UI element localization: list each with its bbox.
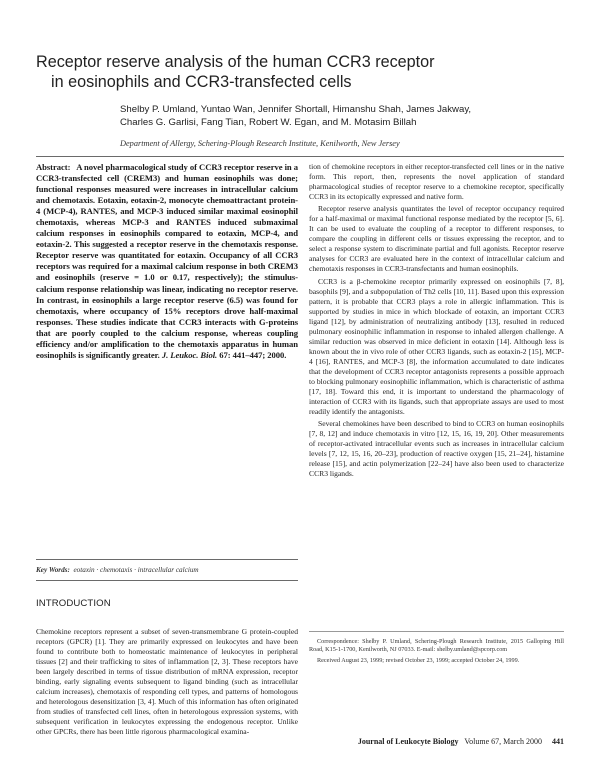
author-line-1: Shelby P. Umland, Yuntao Wan, Jennifer Shortall, Himanshu Shah, James Jakway, (120, 104, 472, 115)
abstract-citation: 67: 441–447; 2000. (219, 349, 287, 360)
title-line-2: in eosinophils and CCR3-transfected cells (51, 73, 352, 91)
right-paragraph-4: Several chemokines have been described to bind to CCR3 on human eosinophils [7, 8, 12] and induce chemotaxis in vitro [12, 15, 16, 19, 20]. Other measurements of receptor-activated intracellular events such as increases in intracellular calcium levels [7, 12, 15, 16, 20–23], production of reactive oxygen [15, 21–24], histamine release [15], and actin polymerization [22–24] have also been used to characterize CCR3 ligands. (309, 419, 564, 479)
author-line-2: Charles G. Garlisi, Fang Tian, Robert W. Egan, and M. Motasim Billah (120, 116, 417, 128)
section-heading-introduction: INTRODUCTION (36, 598, 111, 609)
footnote-received: Received August 23, 1999; revised October 23, 1999; accepted October 24, 1999. (317, 656, 520, 664)
affiliation: Department of Allergy, Schering-Plough Research Institute, Kenilworth, New Jersey (120, 139, 400, 148)
abstract-label: Abstract: (36, 162, 71, 172)
keywords-label: Key Words: (36, 566, 70, 574)
header-divider (36, 156, 564, 157)
footer-volume: Volume 67, March 2000 (464, 737, 542, 746)
abstract-text: A novel pharmacological study of CCR3 receptor reserve in a CCR3-transfected cell (CREM3) and human eosinophils was done; functional responses measured were increases in intracellular calcium and chemotaxis. Eotaxin, eotaxin-2, monocyte chemoattractant protein-4 (MCP-4), RANTES, and MCP-3 induced similar maximal eosinophil chemotaxis, whereas MCP-3 and RANTES induced submaximal calcium responses in eosinophils compared to eotaxin, MCP-4, and eotaxin-2. This suggested a receptor reserve in the chemotaxis response. Receptor reserve was quantitated for eotaxin. Occupancy of all CCR3 receptors was required for a maximal calcium response in both CREM3 and eosinophils (reserve = 1.0 or 0.17, respectively); the stimulus-calcium response relationship was linear, indicating no receptor reserve. In contrast, in eosinophils a large receptor reserve (6.5) was found for chemotaxis, where occupancy of 15% receptors drove half-maximal responses. These studies indicate that CCR3 interacts with G-proteins that are poorly coupled to the calcium response, whereas coupling efficiency and/or amplification to the chemotaxis apparatus in human eosinophils is significantly greater. (36, 162, 299, 360)
left-column (36, 162, 298, 361)
footer-journal: Journal of Leukocyte Biology (357, 737, 459, 746)
footnote (309, 638, 564, 665)
article-title (36, 52, 556, 92)
right-paragraph-3: CCR3 is a β-chemokine receptor primarily expressed on eosinophils [7, 8], basophils [9], and a subpopulation of Th2 cells [10, 11]. Based upon this expression pattern, it is probable that CCR3 plays a role in allergic inflammation. This is supported by studies in mice in which blockade of eotaxin, an important CCR3 ligand [12], by administration of neutralizing antibody [13], resulted in reduced pulmonary eosinophilic inflammation in response to inhaled allergen challenge. A similar reduction was observed in mice deficient in eotaxin [14]. Although less is known about the in vivo role of other CCR3 ligands, such as eotaxin-2 [15], MCP-4 [16], RANTES, and MCP-3 [8], the information accumulated to date indicates that the development of CCR3 receptor antagonists represents a possible approach to blocking pulmonary eosinophilic inflammation, which is characteristic of asthma [17, 18]. Toward this end, it is important to understand the pharmacology of interaction of CCR3 with its ligands, such that appropriate assays are used to most readily identify the antagonists. (309, 276, 564, 417)
title-line-1: Receptor reserve analysis of the human CCR3 receptor (36, 53, 435, 71)
keywords-text: eotaxin · chemotaxis · intracellular calcium (73, 566, 199, 574)
abstract-journal-ref: J. Leukoc. Biol. (161, 349, 218, 360)
keywords-divider-top (36, 559, 298, 560)
footnote-correspondence: Correspondence: Shelby P. Umland, Schering-Plough Research Institute, 2015 Galloping Hill Road, K15-1-1700, Kenilworth, NJ 07033. E-mail: shelby.umland@spcorp.com (309, 638, 564, 654)
keywords-divider-bottom (36, 580, 298, 581)
right-paragraph-1: tion of chemokine receptors in either receptor-transfected cell lines or in the native form. This report, then, represents the novel application of standard pharmacological studies of receptor reserve to a chemokine receptor, specifically CCR3 in its ectopically expressed and native form. (309, 162, 564, 202)
footnote-divider (309, 631, 564, 632)
introduction-text: Chemokine receptors represent a subset of seven-transmembrane G protein-coupled receptors (GPCR) [1]. They are primarily expressed on leukocytes and have been found to contribute both to homeostatic maintenance of leukocytes in peripheral tissues [2] and their trafficking to sites of inflammation [2, 3]. These receptors have been largely described in terms of tissue distribution of mRNA expression, receptor binding, early signaling events subsequent to ligand binding (such as intracellular calcium increases), chemotaxis of responding cell types, and patterns of homologous and heterologous desensitization [3, 4]. Much of this information has often originated from studies of transfected cell lines, often in heterologous expression systems, with subsequent verification in leukocytes expressing the endogenous receptor. Unlike other GPCRs, there has been little rigorous pharmacological examina- (36, 627, 298, 737)
right-column (309, 162, 564, 479)
footer-page-number: 441 (552, 737, 564, 746)
page-footer (309, 737, 564, 746)
right-paragraph-2: Receptor reserve analysis quantitates the level of receptor occupancy required for a half-maximal or maximal functional response mediated by the receptor [5, 6]. It can be used to evaluate the coupling of a receptor to different responses, to compare the coupling in different cells or tissues expressing the receptor, and to select a response system to discriminate partial and full agonists. Receptor reserve analyses for CCR3 are evaluated here in the context of intracellular calcium and chemotaxis responses in CCR3-transfectants and human eosinophils. (309, 204, 564, 274)
abstract (36, 162, 298, 361)
keywords (36, 566, 298, 575)
author-list (120, 104, 560, 130)
